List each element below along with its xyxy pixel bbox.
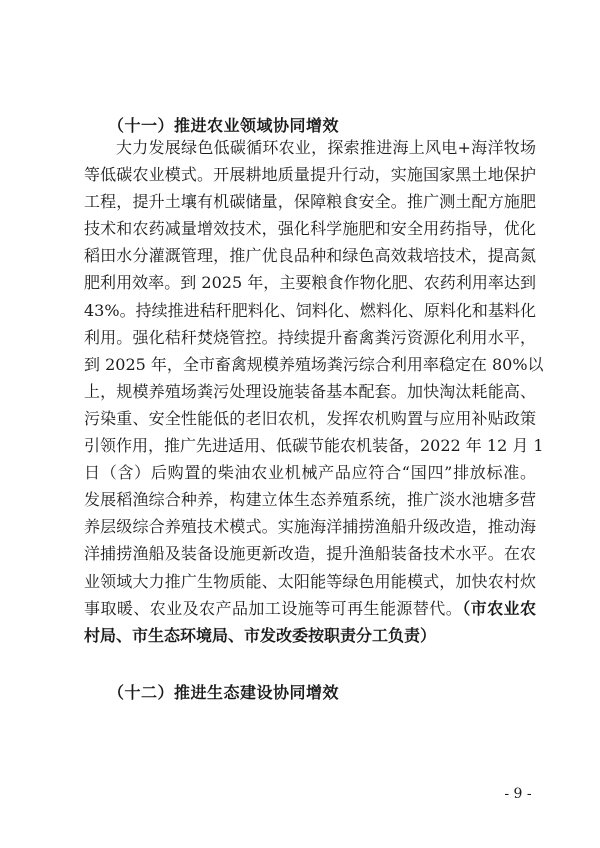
body-line: 业领域大力推广生物质能、太阳能等绿色用能模式，加快农村炊 [84, 571, 536, 591]
section-11-body [84, 134, 544, 649]
body-line: 洋捕捞渔船及装备设施更新改造，提升渔船装备技术水平。在农 [84, 544, 536, 564]
body-line: 大力发展绿色低碳循环农业，探索推进海上风电+海洋牧场 [116, 138, 536, 157]
section-12-heading: （十二）推进生态建设协同增效 [108, 683, 340, 702]
body-line: 等低碳农业模式。开展耕地质量提升行动，实施国家黑土地保护 [84, 165, 536, 185]
body-line: 技术和农药减量增效技术，强化科学施肥和安全用药指导，优化 [84, 219, 536, 239]
responsible-agencies: 村局、市生态环境局、市发改委按职责分工负责） [84, 625, 437, 645]
page-number: - 9 - [504, 786, 532, 802]
body-line: 上，规模养殖场粪污处理设施装备基本配套。加快淘汰耗能高、 [84, 381, 536, 401]
body-line: 到 2025 年，全市畜禽规模养殖场粪污综合利用率稳定在 80%以 [84, 354, 544, 374]
body-line: 43%。持续推进秸秆肥料化、饲料化、燃料化、原料化和基料化 [84, 300, 536, 320]
responsible-agencies-start: （市农业农 [462, 598, 536, 618]
body-line: 利用。强化秸秆焚烧管控。持续提升畜禽粪污资源化利用水平， [84, 327, 536, 347]
body-line: 引领作用，推广先进适用、低碳节能农机装备，2022 年 12 月 1 [84, 436, 544, 456]
body-line [84, 595, 536, 622]
body-line: 日（含）后购置的柴油农业机械产品应符合“国四”排放标准。 [84, 463, 536, 483]
body-line: 发展稻渔综合种养，构建立体生态养殖系统，推广淡水池塘多营 [84, 490, 536, 510]
body-line: 养层级综合养殖技术模式。实施海洋捕捞渔船升级改造，推动海 [84, 517, 536, 537]
body-line: 肥利用效率。到 2025 年，主要粮食作物化肥、农药利用率达到 [84, 273, 536, 293]
body-line: 污染重、安全性能低的老旧农机，发挥农机购置与应用补贴政策 [84, 408, 536, 428]
body-line: 工程，提升土壤有机碳储量，保障粮食安全。推广测土配方施肥 [84, 192, 536, 212]
body-line-text: 事取暖、农业及农产品加工设施等可再生能源替代。 [84, 598, 463, 618]
body-line: 稻田水分灌溉管理，推广优良品种和绿色高效栽培技术，提高氮 [84, 246, 536, 266]
section-11-heading: （十一）推进农业领域协同增效 [108, 116, 340, 135]
